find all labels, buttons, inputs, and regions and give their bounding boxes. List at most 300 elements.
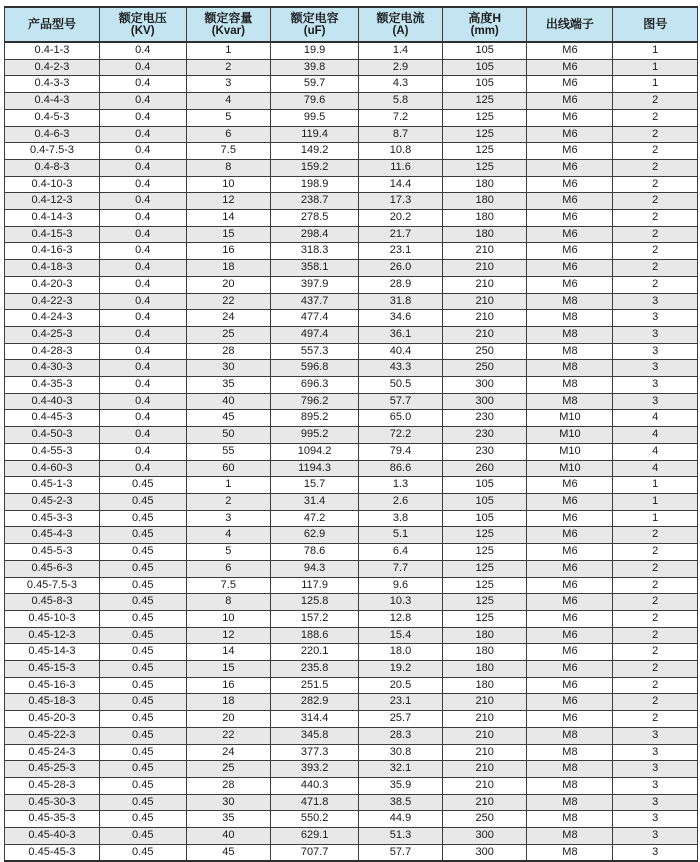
table-cell: M6 [527,143,613,160]
table-cell: M6 [527,644,613,661]
table-cell: 230 [442,427,527,444]
table-cell: 2.6 [359,493,443,510]
table-cell: M6 [527,677,613,694]
table-cell: 0.4-60-3 [5,460,100,477]
header-cell-3 [271,7,359,42]
table-cell: M6 [527,76,613,93]
table-cell: 278.5 [271,210,359,227]
table-cell: 105 [442,42,527,59]
table-cell: 0.45 [99,560,186,577]
table-cell: 0.4-3-3 [5,76,100,93]
table-cell: 22 [186,727,271,744]
table-cell: 1 [613,42,698,59]
table-cell: 0.4 [99,360,186,377]
table-cell: 44.9 [359,811,443,828]
table-cell: 0.4-4-3 [5,93,100,110]
table-cell: 0.45 [99,811,186,828]
table-cell: M8 [527,393,613,410]
table-cell: 1094.2 [271,443,359,460]
table-cell: 0.4 [99,109,186,126]
table-cell: 188.6 [271,627,359,644]
table-row [5,443,698,460]
table-cell: 0.45 [99,661,186,678]
table-cell: 0.4 [99,460,186,477]
header-unit: (Kvar) [211,24,245,37]
table-cell: M6 [527,493,613,510]
table-cell: 3.8 [359,510,443,527]
table-cell: 125 [442,610,527,627]
table-cell: 119.4 [271,126,359,143]
table-cell: 0.4 [99,343,186,360]
table-cell: 358.1 [271,260,359,277]
table-cell: 282.9 [271,694,359,711]
table-body [5,42,698,861]
table-cell: 3 [613,326,698,343]
table-cell: 230 [442,443,527,460]
table-cell: 0.4 [99,76,186,93]
capacitor-spec-table [4,6,698,862]
table-cell: 0.4 [99,226,186,243]
table-cell: 230 [442,410,527,427]
table-cell: 0.4-55-3 [5,443,100,460]
table-cell: 0.4-18-3 [5,260,100,277]
table-cell: 2 [613,243,698,260]
table-cell: M6 [527,577,613,594]
table-cell: 0.45 [99,544,186,561]
table-cell: 0.4-1-3 [5,42,100,59]
table-cell: 47.2 [271,510,359,527]
table-cell: M8 [527,310,613,327]
table-cell: M6 [527,694,613,711]
table-cell: 20.5 [359,677,443,694]
table-row [5,711,698,728]
table-cell: 995.2 [271,427,359,444]
table-cell: 40 [186,393,271,410]
table-cell: 0.45-2-3 [5,493,100,510]
table-cell: 1 [613,510,698,527]
table-cell: 0.4-22-3 [5,293,100,310]
table-cell: 4 [613,443,698,460]
table-cell: 11.6 [359,159,443,176]
table-cell: 50.5 [359,377,443,394]
table-row [5,159,698,176]
table-row [5,377,698,394]
table-cell: 3 [613,794,698,811]
table-cell: 0.4 [99,143,186,160]
table-cell: 0.45 [99,610,186,627]
table-cell: 3 [613,828,698,845]
table-cell: 2 [613,544,698,561]
table-cell: 0.45-3-3 [5,510,100,527]
table-row [5,143,698,160]
table-cell: 707.7 [271,844,359,861]
table-cell: 210 [442,310,527,327]
table-cell: 22 [186,293,271,310]
table-cell: M6 [527,126,613,143]
table-cell: 3 [613,811,698,828]
table-row [5,594,698,611]
table-cell: 318.3 [271,243,359,260]
table-cell: 3 [613,761,698,778]
table-row [5,276,698,293]
table-cell: 4 [613,427,698,444]
table-cell: 0.4 [99,42,186,59]
table-cell: 25.7 [359,711,443,728]
header-cell-1 [99,7,186,42]
table-cell: M6 [527,42,613,59]
table-cell: 0.4-15-3 [5,226,100,243]
table-cell: 3 [613,343,698,360]
table-cell: M8 [527,811,613,828]
table-row [5,744,698,761]
table-cell: 210 [442,293,527,310]
table-cell: 57.7 [359,393,443,410]
table-cell: 35 [186,377,271,394]
table-cell: 45 [186,410,271,427]
table-cell: 60 [186,460,271,477]
table-cell: M10 [527,443,613,460]
table-cell: 3 [186,510,271,527]
table-cell: 180 [442,193,527,210]
table-row [5,844,698,861]
table-cell: M8 [527,343,613,360]
table-row [5,777,698,794]
table-cell: 210 [442,326,527,343]
table-cell: M6 [527,243,613,260]
table-cell: 1.3 [359,477,443,494]
table-cell: 17.3 [359,193,443,210]
table-cell: 45 [186,844,271,861]
table-cell: M8 [527,744,613,761]
table-cell: 0.45-35-3 [5,811,100,828]
table-row [5,193,698,210]
table-cell: 0.4-20-3 [5,276,100,293]
table-cell: 35 [186,811,271,828]
table-cell: 0.4-30-3 [5,360,100,377]
table-cell: 125 [442,527,527,544]
table-cell: 0.4 [99,427,186,444]
table-cell: 0.45 [99,577,186,594]
table-row [5,93,698,110]
header-cell-7 [613,7,698,42]
table-cell: M6 [527,226,613,243]
table-cell: 31.4 [271,493,359,510]
table-cell: 0.4 [99,310,186,327]
table-cell: 220.1 [271,644,359,661]
table-cell: 0.45 [99,711,186,728]
table-cell: 30 [186,794,271,811]
table-cell: M6 [527,510,613,527]
header-cell-4 [359,7,443,42]
table-row [5,727,698,744]
table-cell: 0.4 [99,126,186,143]
table-cell: M8 [527,794,613,811]
table-cell: M10 [527,427,613,444]
table-cell: 79.6 [271,93,359,110]
table-cell: 0.4 [99,59,186,76]
table-cell: 1 [186,477,271,494]
table-cell: 21.7 [359,226,443,243]
table-cell: M10 [527,410,613,427]
table-cell: 6.4 [359,544,443,561]
table-cell: 28 [186,777,271,794]
table-cell: 0.4-25-3 [5,326,100,343]
table-cell: 23.1 [359,694,443,711]
table-cell: M8 [527,761,613,778]
table-cell: 0.45 [99,510,186,527]
table-cell: 0.45 [99,594,186,611]
table-cell: 1 [613,76,698,93]
table-cell: 2 [613,143,698,160]
table-cell: 43.3 [359,360,443,377]
table-cell: 0.45-7.5-3 [5,577,100,594]
table-cell: 2 [613,577,698,594]
header-label: 出线端子 [545,17,594,31]
table-cell: M6 [527,477,613,494]
table-cell: 0.45-8-3 [5,594,100,611]
table-row [5,477,698,494]
table-cell: 7.5 [186,143,271,160]
table-cell: M8 [527,828,613,845]
table-cell: M8 [527,293,613,310]
table-cell: 125 [442,93,527,110]
table-cell: M8 [527,777,613,794]
table-cell: 18.0 [359,644,443,661]
table-cell: 251.5 [271,677,359,694]
table-cell: 34.6 [359,310,443,327]
table-cell: 31.8 [359,293,443,310]
header-label: 高度H [468,10,502,25]
table-cell: M6 [527,176,613,193]
table-cell: 0.4-6-3 [5,126,100,143]
table-cell: 0.4 [99,260,186,277]
table-cell: 0.45 [99,844,186,861]
table-row [5,243,698,260]
table-cell: 1 [613,59,698,76]
table-cell: 210 [442,761,527,778]
table-cell: 0.4-5-3 [5,109,100,126]
table-cell: 437.7 [271,293,359,310]
table-row [5,694,698,711]
table-cell: 4.3 [359,76,443,93]
table-cell: 59.7 [271,76,359,93]
table-cell: 4 [186,93,271,110]
table-cell: 0.4 [99,276,186,293]
table-cell: 55 [186,443,271,460]
table-cell: 125 [442,109,527,126]
table-cell: 0.4-12-3 [5,193,100,210]
header-label: 额定电流 [376,10,425,25]
table-cell: 377.3 [271,744,359,761]
table-cell: 0.4 [99,159,186,176]
table-cell: M8 [527,326,613,343]
table-cell: 696.3 [271,377,359,394]
table-cell: 14 [186,210,271,227]
table-cell: 2 [613,210,698,227]
table-cell: 0.45-45-3 [5,844,100,861]
table-cell: 2 [613,93,698,110]
table-cell: 0.45 [99,527,186,544]
table-cell: 40 [186,828,271,845]
table-cell: M6 [527,527,613,544]
table-cell: M6 [527,93,613,110]
table-cell: 4 [186,527,271,544]
table-cell: 3 [613,777,698,794]
table-cell: 2 [613,226,698,243]
table-cell: 0.4 [99,293,186,310]
table-cell: 0.45 [99,727,186,744]
table-cell: 20 [186,276,271,293]
table-cell: M6 [527,260,613,277]
table-cell: 0.45-25-3 [5,761,100,778]
table-cell: 393.2 [271,761,359,778]
table-cell: 0.45-20-3 [5,711,100,728]
table-cell: 180 [442,210,527,227]
table-row [5,427,698,444]
table-cell: 0.45-15-3 [5,661,100,678]
table-cell: 2 [613,159,698,176]
table-cell: M8 [527,360,613,377]
table-cell: M6 [527,661,613,678]
table-cell: 2 [613,694,698,711]
table-row [5,393,698,410]
table-cell: 210 [442,276,527,293]
table-cell: 1 [186,42,271,59]
table-cell: 477.4 [271,310,359,327]
table-row [5,560,698,577]
table-row [5,661,698,678]
table-cell: 94.3 [271,560,359,577]
table-cell: 250 [442,343,527,360]
header-cell-0 [5,7,100,42]
table-cell: 15 [186,661,271,678]
table-cell: 550.2 [271,811,359,828]
table-cell: 180 [442,627,527,644]
table-cell: 3 [613,844,698,861]
table-cell: 2 [613,126,698,143]
table-cell: 65.0 [359,410,443,427]
table-cell: M10 [527,460,613,477]
table-cell: 10 [186,610,271,627]
table-cell: 3 [613,744,698,761]
table-cell: 28 [186,343,271,360]
table-cell: 235.8 [271,661,359,678]
table-row [5,544,698,561]
table-cell: M6 [527,159,613,176]
table-cell: 440.3 [271,777,359,794]
table-cell: 32.1 [359,761,443,778]
table-cell: 20 [186,711,271,728]
table-row [5,210,698,227]
table-cell: 10.3 [359,594,443,611]
table-cell: 210 [442,694,527,711]
table-cell: 7.2 [359,109,443,126]
table-cell: 895.2 [271,410,359,427]
table-cell: 2 [613,711,698,728]
table-cell: 3 [613,377,698,394]
table-cell: 0.4 [99,93,186,110]
table-cell: 79.4 [359,443,443,460]
table-row [5,811,698,828]
table-row [5,326,698,343]
table-cell: 2 [613,193,698,210]
table-cell: 198.9 [271,176,359,193]
table-cell: 796.2 [271,393,359,410]
table-cell: 0.45 [99,493,186,510]
table-cell: 25 [186,326,271,343]
table-cell: 5.8 [359,93,443,110]
table-cell: 12 [186,627,271,644]
table-row [5,310,698,327]
table-cell: M8 [527,844,613,861]
table-cell: 0.45-4-3 [5,527,100,544]
table-cell: 125 [442,159,527,176]
table-cell: 0.45 [99,677,186,694]
table-cell: M6 [527,560,613,577]
header-label: 额定容量 [204,10,253,25]
table-cell: 8.7 [359,126,443,143]
table-cell: 2 [613,677,698,694]
table-cell: 210 [442,243,527,260]
table-cell: 0.45-18-3 [5,694,100,711]
table-cell: 210 [442,744,527,761]
table-cell: 0.4-50-3 [5,427,100,444]
table-cell: 629.1 [271,828,359,845]
table-row [5,794,698,811]
table-cell: 0.45-5-3 [5,544,100,561]
table-cell: 23.1 [359,243,443,260]
table-row [5,260,698,277]
table-cell: M6 [527,210,613,227]
table-row [5,460,698,477]
table-cell: 12 [186,193,271,210]
table-cell: 0.4-14-3 [5,210,100,227]
table-row [5,493,698,510]
table-cell: 35.9 [359,777,443,794]
table-cell: M6 [527,109,613,126]
table-cell: 0.45 [99,644,186,661]
table-cell: 3 [186,76,271,93]
table-cell: 0.45 [99,627,186,644]
table-cell: 0.4-24-3 [5,310,100,327]
table-cell: 0.4-35-3 [5,377,100,394]
table-cell: 15.4 [359,627,443,644]
table-cell: 0.4 [99,393,186,410]
table-cell: 1194.3 [271,460,359,477]
table-cell: 0.4 [99,443,186,460]
table-cell: 0.4 [99,210,186,227]
table-cell: 125 [442,126,527,143]
table-row [5,343,698,360]
table-cell: M6 [527,193,613,210]
table-cell: 0.45 [99,777,186,794]
table-cell: 0.45-22-3 [5,727,100,744]
table-cell: 2 [613,527,698,544]
table-cell: 5.1 [359,527,443,544]
table-cell: 8 [186,159,271,176]
table-cell: 210 [442,794,527,811]
table-cell: 210 [442,711,527,728]
table-cell: 125 [442,577,527,594]
table-row [5,577,698,594]
table-cell: 5 [186,544,271,561]
table-cell: 0.4-16-3 [5,243,100,260]
table-cell: 125 [442,560,527,577]
header-cell-6 [527,7,613,42]
table-cell: 25 [186,761,271,778]
table-cell: 105 [442,510,527,527]
table-cell: 300 [442,393,527,410]
